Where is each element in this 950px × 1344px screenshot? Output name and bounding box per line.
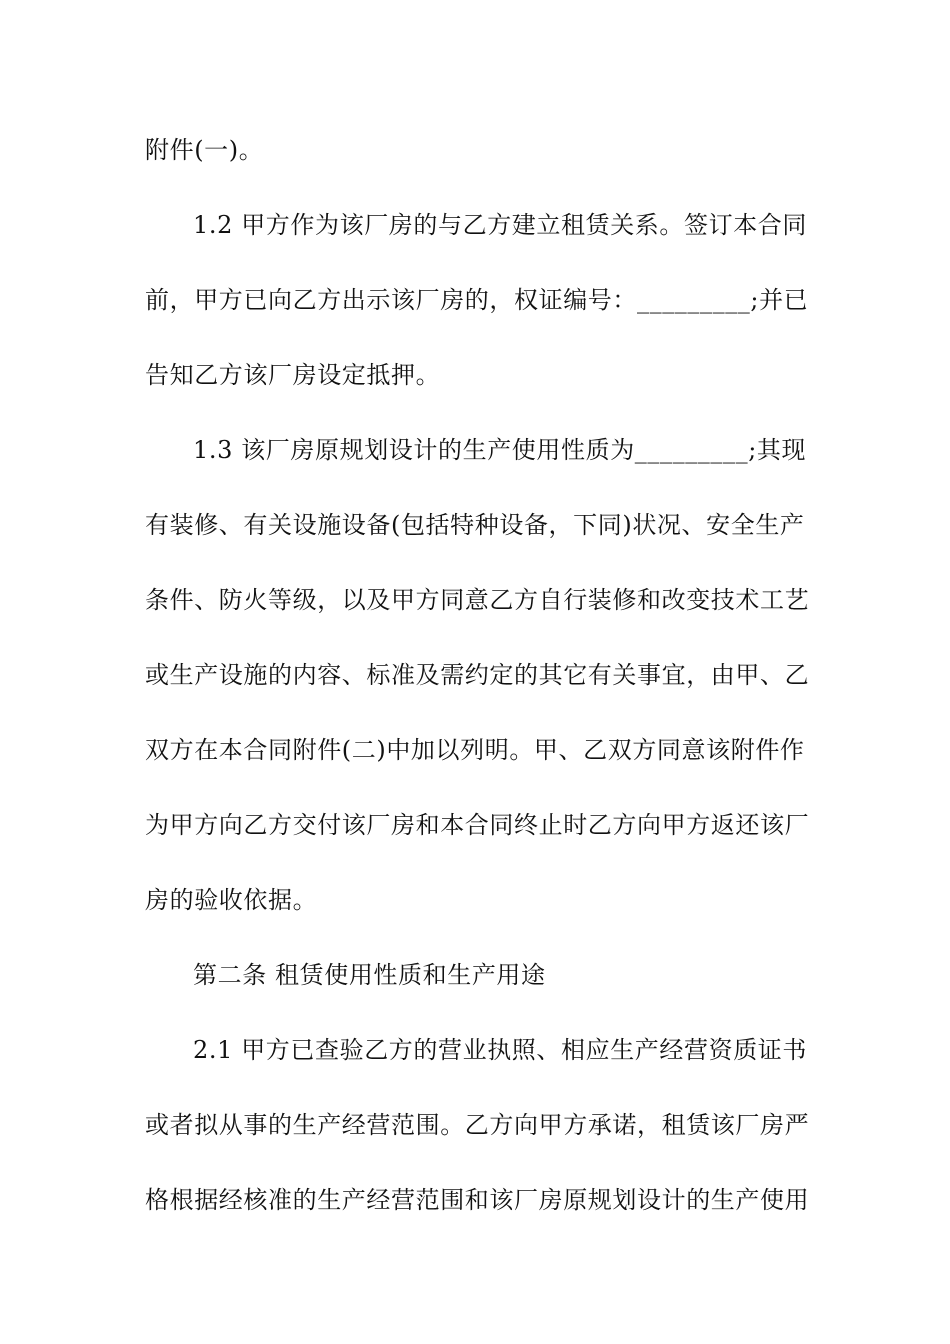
text-line: 告知乙方该厂房设定抵押。: [145, 361, 441, 389]
text-line: 格根据经核准的生产经营范围和该厂房原规划设计的生产使用: [145, 1186, 810, 1214]
text-line: 有装修、有关设施设备(包括特种设备，下同)状况、安全生产: [145, 511, 805, 539]
clause-1-3-first-line: 1.3 该厂房原规划设计的生产使用性质为_________;其现: [193, 436, 807, 464]
text-line: 或生产设施的内容、标准及需约定的其它有关事宜，由甲、乙: [145, 661, 810, 689]
clause-2-1-first-line: 2.1 甲方已查验乙方的营业执照、相应生产经营资质证书: [193, 1036, 807, 1064]
text-line: 或者拟从事的生产经营范围。乙方向甲方承诺，租赁该厂房严: [145, 1111, 810, 1139]
text-line: 条件、防火等级，以及甲方同意乙方自行装修和改变技术工艺: [145, 586, 810, 614]
text-line: 前，甲方已向乙方出示该厂房的，权证编号：_________;并已: [145, 286, 809, 314]
clause-1-2-first-line: 1.2 甲方作为该厂房的与乙方建立租赁关系。签订本合同: [193, 211, 807, 239]
text-line: 房的验收依据。: [145, 886, 318, 914]
article-2-heading: 第二条 租赁使用性质和生产用途: [193, 961, 546, 989]
text-line: 双方在本合同附件(二)中加以列明。甲、乙双方同意该附件作: [145, 736, 805, 764]
text-line: 附件(一)。: [145, 136, 264, 164]
text-line: 为甲方向乙方交付该厂房和本合同终止时乙方向甲方返还该厂: [145, 811, 810, 839]
